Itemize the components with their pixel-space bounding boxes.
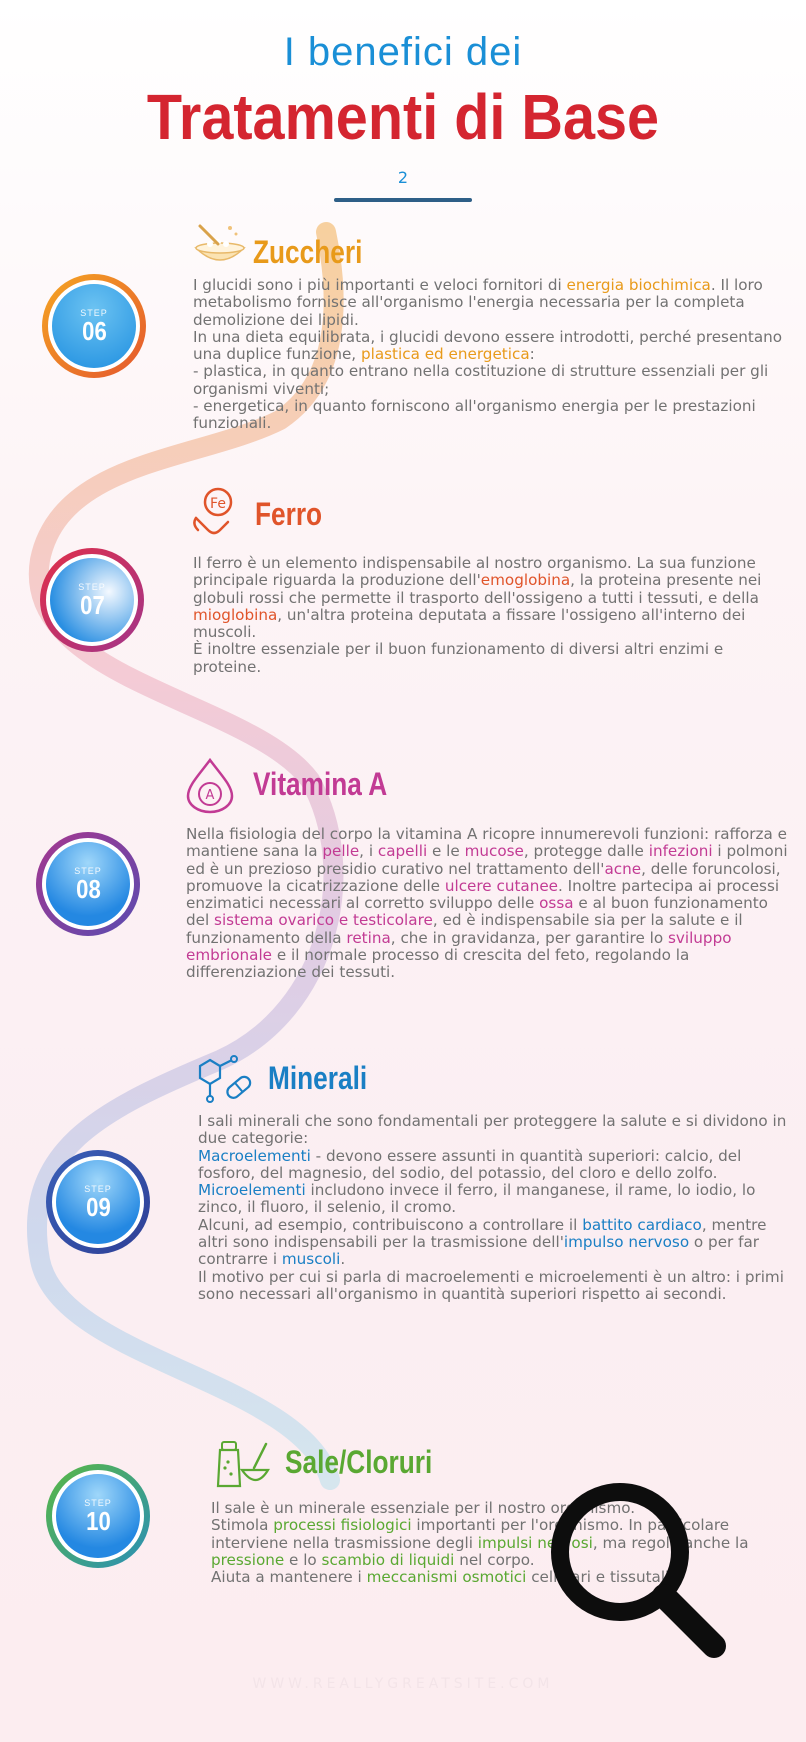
highlight-keyword: impulso nervoso <box>563 1233 690 1252</box>
body-text: È inoltre essenziale per il buon funzionamento di diversi altri enzimi e proteine. <box>193 640 724 676</box>
step-badge-09 <box>46 1150 150 1254</box>
body-text: I sali minerali che sono fondamentali per proteggere la salute e si dividono in due categorie: <box>198 1112 787 1148</box>
highlight-keyword: Macroelementi <box>198 1146 311 1165</box>
section-title-zuccheri: Zuccheri <box>253 234 363 270</box>
step-number: 07 <box>79 590 105 620</box>
body-text: - energetica, in quanto forniscono all'organismo energia per le prestazioni funzionali. <box>193 397 756 433</box>
body-paragraph <box>193 329 793 364</box>
page-number: 2 <box>397 168 409 187</box>
body-paragraph <box>193 363 793 398</box>
section-body-zuccheri <box>193 277 793 433</box>
body-text: Il motivo per cui si parla di macroelementi e microelementi è un altro: i primi sono necessari all'organismo in quantità superiori rispetto ai secondi. <box>198 1267 784 1303</box>
highlight-keyword: mioglobina <box>193 605 278 624</box>
body-paragraph <box>198 1217 794 1269</box>
step-number: 10 <box>85 1506 111 1536</box>
step-number: 08 <box>75 874 101 904</box>
step-label: STEP <box>78 582 106 592</box>
section-title-ferro: Ferro <box>255 496 323 532</box>
section-title-minerali: Minerali <box>268 1060 368 1096</box>
body-text: Il ferro è un elemento indispensabile al nostro organismo. La sua funzione principale riguarda la produzione dell' <box>193 554 756 590</box>
highlight-keyword: acne <box>604 859 642 878</box>
body-text: I glucidi sono i più importanti e veloci fornitori di <box>193 276 567 294</box>
highlight-keyword: pressione <box>211 1550 285 1569</box>
body-text: Alcuni, ad esempio, contribuiscono a controllare il <box>198 1215 583 1234</box>
body-paragraph <box>198 1269 794 1304</box>
body-text: i polmoni ed è un prezioso presidio curativo nel trattamento dell' <box>186 842 788 878</box>
highlight-keyword: muscoli <box>281 1250 341 1269</box>
body-paragraph <box>193 277 793 329</box>
body-text: Stimola <box>211 1516 274 1535</box>
body-text: importanti per l'organismo. In particolare interviene nella trasmissione degli <box>211 1516 730 1552</box>
section-title-sale-cloruri: Sale/Cloruri <box>285 1444 433 1480</box>
highlight-keyword: sistema ovarico e testicolare <box>214 911 433 930</box>
page-title-line1: I benefici dei <box>283 30 523 74</box>
highlight-keyword: capelli <box>377 842 428 861</box>
molecule-pill-icon <box>196 1054 256 1104</box>
step-badge-08 <box>36 832 140 936</box>
section-body-vitamina-a <box>186 826 794 982</box>
body-paragraph <box>193 398 793 433</box>
body-text: - plastica, in quanto entrano nella costituzione di strutture essenziali per gli organismi viventi; <box>193 362 769 398</box>
step-number: 06 <box>81 316 107 346</box>
body-text: o per far contrarre i <box>198 1233 760 1269</box>
highlight-keyword: pelle <box>322 842 360 861</box>
step-label: STEP <box>80 308 108 318</box>
body-text: . Inoltre partecipa ai processi enzimatici necessari al corretto sviluppo delle <box>186 876 780 913</box>
body-text: nel corpo. <box>454 1550 535 1569</box>
body-text: e lo <box>284 1550 322 1569</box>
highlight-keyword: ossa <box>539 894 574 913</box>
highlight-keyword: impulsi nervosi <box>477 1533 593 1552</box>
body-text: Il sale è un minerale essenziale per il nostro organismo. <box>211 1499 636 1517</box>
body-paragraph <box>198 1182 794 1217</box>
body-text: , ma regola anche la <box>592 1533 749 1552</box>
highlight-keyword: Microelementi <box>198 1181 306 1200</box>
body-text: Nella fisiologia del corpo la vitamina A ricopre innumerevoli funzioni: rafforza e mantiene sana la <box>186 825 788 861</box>
body-text: , protegge dalle <box>523 842 649 861</box>
step-badge-10 <box>46 1464 150 1568</box>
highlight-keyword: retina <box>346 928 391 947</box>
highlight-keyword: battito cardiaco <box>582 1215 702 1234</box>
body-text: e al buon funzionamento del <box>186 894 768 930</box>
section-title-vitamina-a: Vitamina A <box>253 766 388 802</box>
highlight-keyword: meccanismi osmotici <box>366 1568 527 1587</box>
vitamin-a-drop-icon <box>184 756 236 814</box>
highlight-keyword: emoglobina <box>480 571 571 590</box>
body-text: : <box>529 345 535 364</box>
page-title: Tratamenti di Base <box>146 81 660 153</box>
vitamin-letter: A <box>205 788 215 803</box>
body-text: , i <box>359 842 378 861</box>
sugar-bowl-icon <box>192 220 248 276</box>
highlight-keyword: scambio di liquidi <box>321 1550 455 1569</box>
body-text: Aiuta a mantenere i <box>211 1568 367 1587</box>
body-paragraph <box>193 555 793 641</box>
body-paragraph <box>186 826 794 982</box>
highlight-keyword: processi fisiologici <box>273 1516 412 1535</box>
section-body-ferro <box>193 555 793 676</box>
body-text: , delle foruncolosi, promuove la cicatrizzazione delle <box>186 859 781 895</box>
body-text: , mentre altri sono indispensabili per la trasmissione dell' <box>198 1215 767 1252</box>
section-body-minerali <box>198 1113 794 1303</box>
body-text: cellulari e tissutali. <box>526 1568 675 1587</box>
body-text: , ed è indispensabile sia per la salute e il funzionamento della <box>186 911 743 947</box>
step-label: STEP <box>84 1498 112 1508</box>
highlight-keyword: infezioni <box>648 842 713 861</box>
body-text: , che in gravidanza, per garantire lo <box>390 928 668 947</box>
body-text: In una dieta equilibrata, i glucidi devono essere introdotti, perché presentano una duplice funzione, <box>193 327 783 364</box>
step-label: STEP <box>84 1184 112 1194</box>
step-number: 09 <box>85 1192 111 1222</box>
search-icon[interactable] <box>548 1480 738 1670</box>
salt-shaker-icon <box>212 1434 270 1490</box>
body-paragraph <box>193 641 793 676</box>
body-text: , la proteina presente nei globuli rossi che permette il trasporto dell'ossigeno a tutti i tessuti, e della <box>193 571 762 607</box>
body-text: . Il loro metabolismo fornisce all'organismo l'energia necessaria per la completa demolizione dei lipidi. <box>193 276 763 329</box>
body-text: , un'altra proteina deputata a fissare l'ossigeno all'interno dei muscoli. <box>193 605 746 642</box>
step-badge-07 <box>40 548 144 652</box>
highlight-keyword: mucose <box>464 842 524 861</box>
footer-watermark: WWW.REALLYGREATSITE.COM <box>252 1676 554 1692</box>
body-text: e le <box>427 842 465 861</box>
highlight-keyword: energia biochimica <box>566 276 711 294</box>
iron-fe-icon <box>190 484 246 540</box>
iron-symbol: Fe <box>210 496 226 512</box>
body-paragraph <box>198 1148 794 1183</box>
highlight-keyword: plastica ed energetica <box>360 345 530 364</box>
body-paragraph <box>198 1113 794 1148</box>
highlight-keyword: sviluppo embrionale <box>186 928 732 965</box>
step-label: STEP <box>74 866 102 876</box>
body-text: . <box>340 1250 346 1269</box>
body-text: e il normale processo di crescita del feto, regolando la differenziazione dei tessuti. <box>186 946 690 982</box>
body-text: includono invece il ferro, il manganese, il rame, lo iodio, lo zinco, il fluoro, il selenio, il cromo. <box>198 1181 756 1217</box>
highlight-keyword: ulcere cutanee <box>444 876 559 895</box>
body-text: - devono essere assunti in quantità superiori: calcio, del fosforo, del magnesio, del sodio, del potassio, del cloro e dello zolfo. <box>198 1146 742 1182</box>
step-badge-06 <box>42 274 146 378</box>
